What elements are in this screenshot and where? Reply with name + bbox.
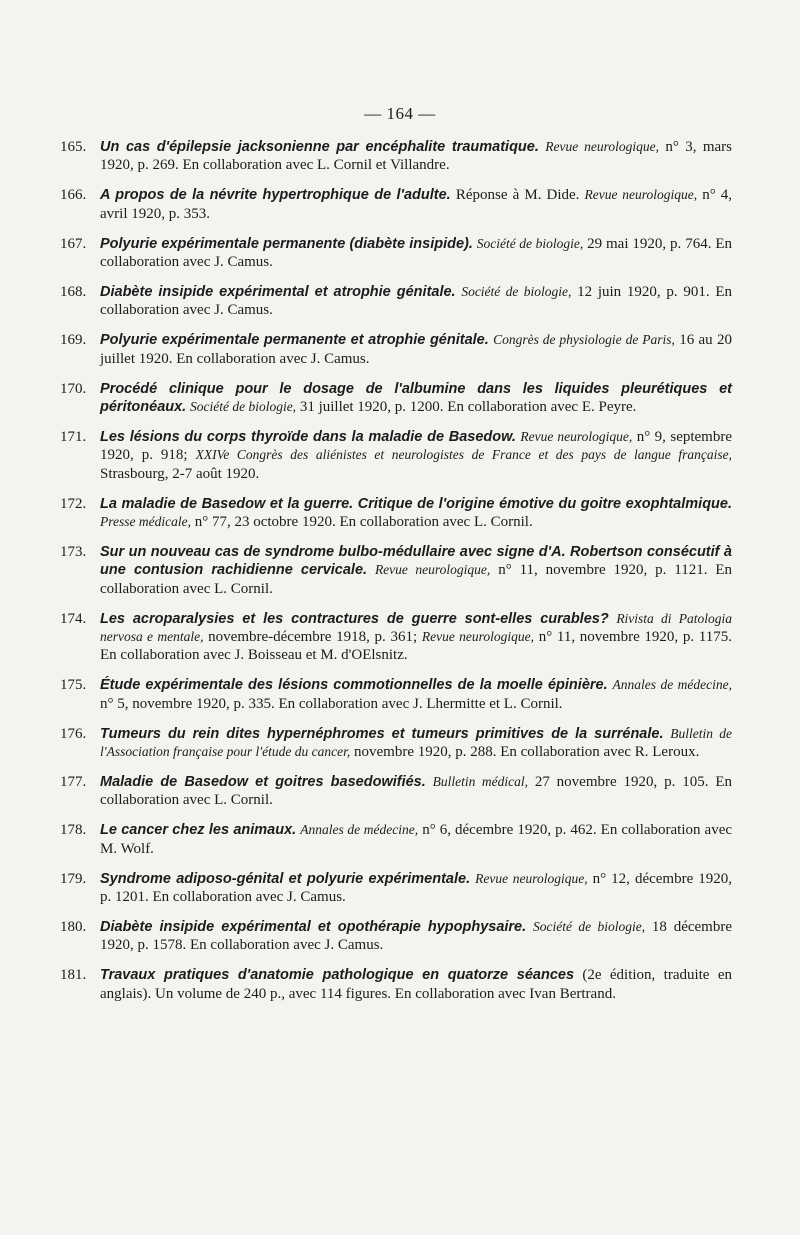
- entry-source: Société de biologie,: [532, 918, 646, 934]
- entry-title: Syndrome adiposo-génital et polyurie expérimentale.: [100, 870, 471, 887]
- entry-source: Congrès de physiologie de Paris,: [493, 332, 675, 348]
- entry-title: Polyurie expérimentale permanente (diabète insipide).: [100, 235, 473, 252]
- entry-details: n° 77, 23 octobre 1920. En collaboration avec L. Cornil.: [194, 514, 533, 530]
- entry-number: 176.: [60, 725, 87, 742]
- bibliography-entry: [60, 235, 732, 272]
- entry-source: Revue neurologique,: [475, 870, 588, 886]
- entry-number: 172.: [60, 495, 87, 512]
- bibliography-entry: [60, 428, 732, 483]
- entry-source: Revue neurologique,: [421, 629, 534, 645]
- entry-source: Société de biologie,: [189, 398, 297, 414]
- bibliography-entry: [60, 331, 732, 368]
- entry-details: 27 novembre 1920, p. 105. En collaboration avec L. Cornil.: [100, 773, 733, 809]
- entry-title: Tumeurs du rein dites hypernéphromes et tumeurs primitives de la surrénale.: [100, 725, 664, 742]
- entry-number: 181.: [60, 967, 87, 984]
- entry-details: n° 9, septembre 1920, p. 918;: [100, 428, 733, 464]
- entry-details: n° 12, décembre 1920, p. 1201. En collaboration avec J. Camus.: [100, 870, 733, 905]
- entry-number: 165.: [60, 139, 87, 155]
- bibliography-entry: [60, 918, 732, 955]
- entry-source: Société de biologie,: [461, 283, 572, 299]
- entry-title: Maladie de Basedow et goitres basedowifiés.: [100, 773, 426, 790]
- entry-title: Sur un nouveau cas de syndrome bulbo-médullaire avec signe d'A. Robertson consécutif à une contusion rachidienne cervicale.: [100, 543, 732, 579]
- entry-details: novembre 1920, p. 288. En collaboration avec R. Leroux.: [354, 744, 700, 761]
- entry-source: Rivista di Patologia nervosa e mentale,: [100, 610, 733, 645]
- entry-details: n° 4, avril 1920, p. 353.: [100, 187, 733, 222]
- bibliography-entry: [60, 676, 732, 713]
- entry-details: novembre-décembre 1918, p. 361;: [208, 629, 418, 646]
- bibliography-list: [60, 138, 732, 1015]
- entry-details: 12 juin 1920, p. 901. En collaboration avec J. Camus.: [100, 283, 733, 319]
- entry-number: 174.: [60, 610, 87, 627]
- entry-number: 168.: [60, 283, 87, 300]
- entry-details: (2e édition, traduite en anglais). Un volume de 240 p., avec 114 figures. En collaboration avec Ivan Bertrand.: [100, 967, 732, 1002]
- bibliography-entry: [60, 773, 732, 810]
- entry-details: 16 au 20 juillet 1920. En collaboration avec J. Camus.: [100, 332, 732, 367]
- entry-details: n° 5, novembre 1920, p. 335. En collaboration avec J. Lhermitte et L. Cornil.: [100, 695, 563, 712]
- entry-title: Le cancer chez les animaux.: [100, 822, 297, 839]
- bibliography-entry: [60, 186, 732, 223]
- entry-details: 18 décembre 1920, p. 1578. En collaboration avec J. Camus.: [100, 918, 733, 954]
- entry-number: 180.: [60, 918, 87, 935]
- bibliography-entry: [60, 283, 732, 320]
- bibliography-entry: [60, 725, 732, 762]
- entry-source: Revue neurologique,: [520, 428, 633, 444]
- entry-title: Polyurie expérimentale permanente et atrophie génitale.: [100, 332, 489, 349]
- entry-source: Revue neurologique,: [374, 562, 491, 578]
- entry-source: Bulletin médical,: [432, 773, 528, 789]
- bibliography-entry: [60, 138, 732, 175]
- entry-number: 166.: [60, 187, 87, 204]
- entry-source: Société de biologie,: [476, 235, 584, 251]
- entry-title: Diabète insipide expérimental et opothérapie hypophysaire.: [100, 918, 527, 935]
- entry-source: Presse médicale,: [100, 514, 191, 529]
- page-number: — 164 —: [364, 104, 436, 123]
- entry-title: Les lésions du corps thyroïde dans la maladie de Basedow.: [100, 428, 516, 445]
- entry-details: Réponse à M. Dide.: [455, 187, 580, 204]
- bibliography-entry: [60, 380, 732, 417]
- entry-title: Travaux pratiques d'anatomie pathologique en quatorze séances: [100, 967, 575, 984]
- entry-number: 177.: [60, 773, 87, 790]
- entry-number: 170.: [60, 380, 87, 397]
- entry-title: Un cas d'épilepsie jacksonienne par encéphalite traumatique.: [100, 139, 539, 155]
- entry-number: 179.: [60, 870, 87, 887]
- entry-details: n° 6, décembre 1920, p. 462. En collaboration avec M. Wolf.: [100, 822, 733, 857]
- entry-details: Strasbourg, 2-7 août 1920.: [100, 465, 260, 482]
- entry-number: 171.: [60, 428, 87, 445]
- entry-number: 175.: [60, 677, 87, 694]
- entry-number: 167.: [60, 235, 87, 252]
- bibliography-entry: [60, 495, 732, 532]
- bibliography-entry: [60, 870, 732, 907]
- entry-title: La maladie de Basedow et la guerre. Critique de l'origine émotive du goitre exophtalmique.: [100, 495, 732, 512]
- entry-source: Annales de médecine,: [300, 822, 419, 838]
- entry-title: Étude expérimentale des lésions commotionnelles de la moelle épinière.: [100, 677, 608, 694]
- entry-details: n° 11, novembre 1920, p. 1175. En collaboration avec J. Boisseau et M. d'OElsnitz.: [100, 629, 732, 664]
- bibliography-entry: [60, 543, 732, 598]
- entry-source: Annales de médecine,: [612, 677, 733, 693]
- bibliography-entry: [60, 966, 732, 1003]
- entry-source: Bulletin de l'Association française pour l'étude du cancer,: [100, 725, 733, 760]
- entry-number: 173.: [60, 543, 87, 560]
- entry-source: XXIVe Congrès des aliénistes et neurologistes de France et des pays de langue française,: [195, 447, 733, 463]
- entry-details: 29 mai 1920, p. 764. En collaboration avec J. Camus.: [100, 235, 733, 271]
- entry-title: Diabète insipide expérimental et atrophie génitale.: [100, 283, 456, 300]
- entry-title: Les acroparalysies et les contractures de guerre sont-elles curables?: [100, 610, 609, 627]
- entry-source: Revue neurologique,: [545, 139, 660, 154]
- entry-details: n° 3, mars 1920, p. 269. En collaboration avec L. Cornil et Villandre.: [100, 139, 733, 174]
- entry-details: n° 11, novembre 1920, p. 1121. En collaboration avec L. Cornil.: [100, 562, 733, 597]
- entry-source: Revue neurologique,: [584, 187, 698, 203]
- entry-number: 178.: [60, 822, 87, 839]
- bibliography-entry: [60, 821, 732, 858]
- entry-title: Procédé clinique pour le dosage de l'albumine dans les liquides pleurétiques et péritonéaux.: [100, 380, 732, 415]
- bibliography-entry: [60, 610, 732, 665]
- entry-title: A propos de la névrite hypertrophique de l'adulte.: [100, 187, 451, 204]
- entry-details: 31 juillet 1920, p. 1200. En collaboration avec E. Peyre.: [299, 398, 637, 415]
- entry-number: 169.: [60, 332, 87, 349]
